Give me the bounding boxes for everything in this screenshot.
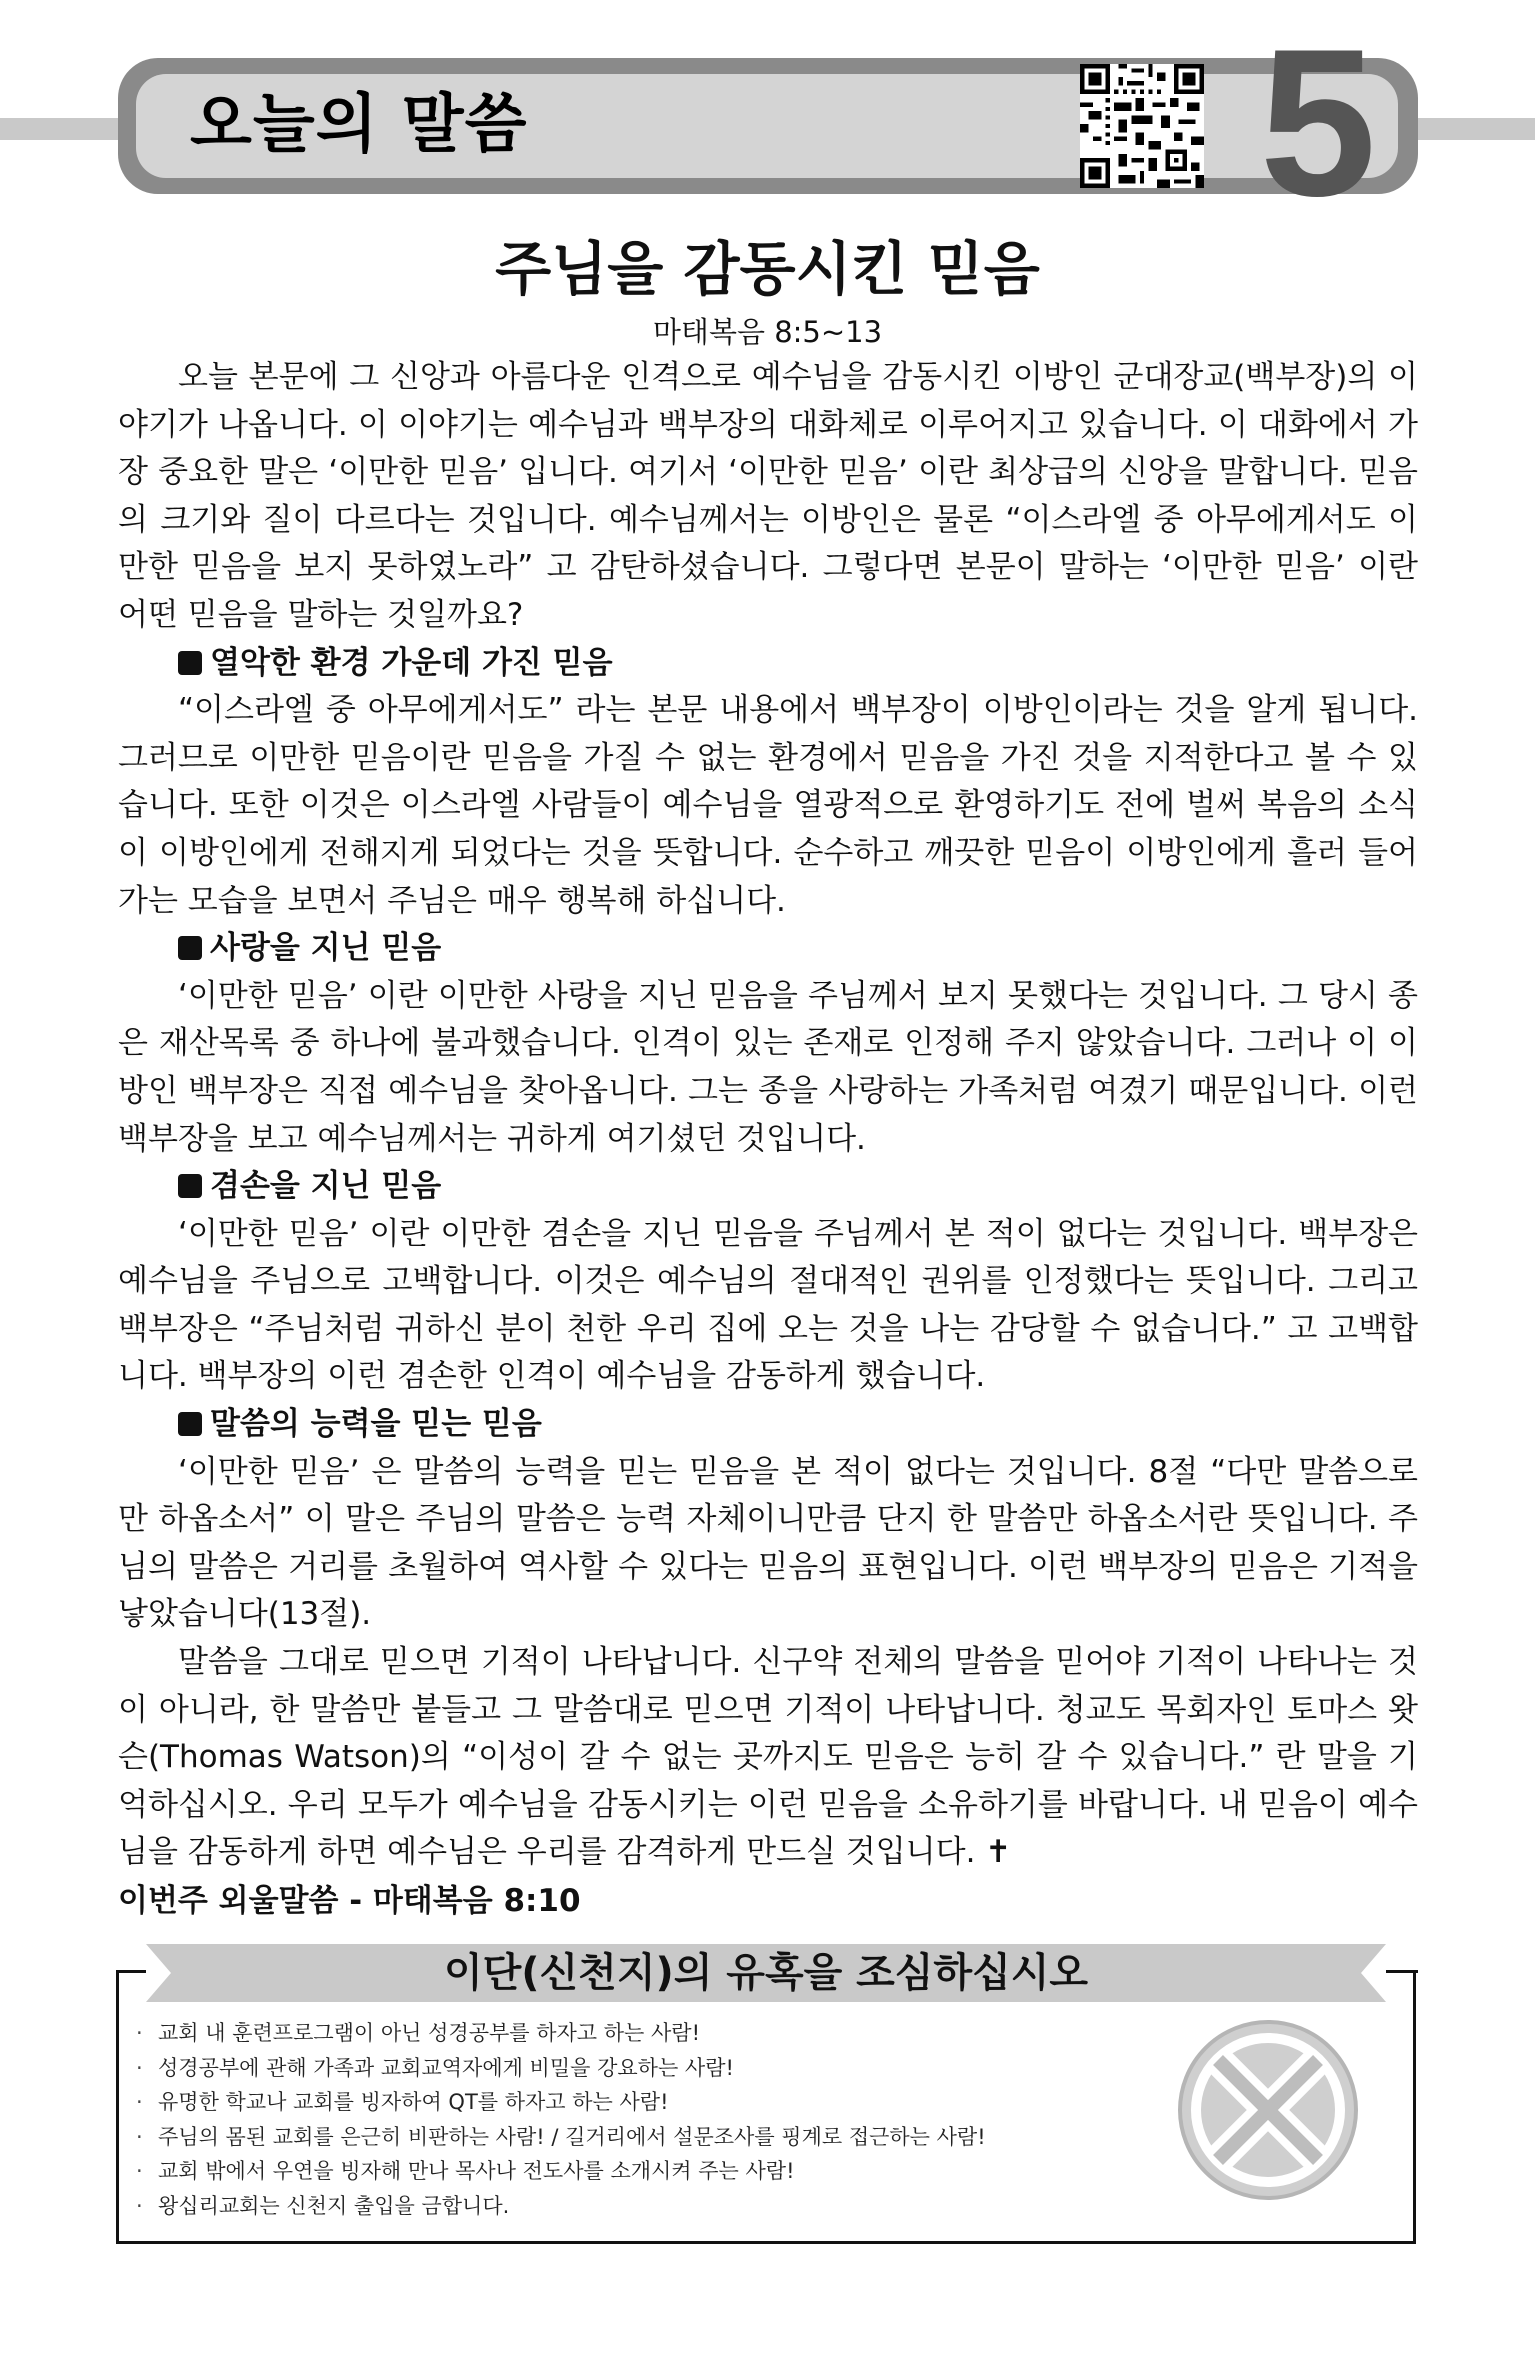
section-heading: 열악한 환경 가운데 가진 믿음: [118, 640, 1418, 688]
square-bullet-icon: [178, 651, 202, 675]
warning-list: [136, 2016, 1136, 2223]
warning-box-edge: [116, 1970, 146, 1973]
section-heading: 말씀의 능력을 믿는 믿음: [118, 1401, 1418, 1449]
warning-title: 이단(신천지)의 유혹을 조심하십시오: [443, 1950, 1088, 1996]
scripture-reference: 마태복음 8:5~13: [652, 315, 883, 349]
section-heading: 겸손을 지닌 믿음: [118, 1163, 1418, 1211]
section-heading: 사랑을 지닌 믿음: [118, 925, 1418, 973]
section-paragraph: ‘이만한 믿음’ 은 말씀의 능력을 믿는 믿음을 본 적이 없다는 것입니다. 8절 “다만 말씀으로만 하옵소서” 이 말은 주님의 말씀은 능력 자체이니만큼 단지 한 말씀만 하옵소서란 뜻입니다. 주님의 말씀은 거리를 초월하여 역사할 수 있다는 믿음의 표현입니다. 이런 백부장의 믿음은 기적을 낳았습니다(13절).: [118, 1453, 1418, 1633]
prohibited-x-icon: [1168, 2010, 1368, 2210]
list-item: · 주님의 몸된 교회를 은근히 비판하는 사람! / 길거리에서 설문조사를 핑계로 접근하는 사람!: [136, 2124, 986, 2149]
square-bullet-icon: [178, 1412, 202, 1436]
issue-number: 5: [1259, 5, 1377, 240]
list-item: · 왕십리교회는 신천지 출입을 금합니다.: [136, 2193, 510, 2218]
list-item: · 유명한 학교나 교회를 빙자하여 QT를 하자고 하는 사람!: [136, 2090, 669, 2114]
header-title: 오늘의 말씀: [190, 88, 528, 162]
intro-paragraph: 오늘 본문에 그 신앙과 아름다운 인격으로 예수님을 감동시킨 이방인 군대장교(백부장)의 이야기가 나옵니다. 이 이야기는 예수님과 백부장의 대화체로 이루어지고 있습니다. 이 대화에서 가장 중요한 말은 ‘이만한 믿음’ 입니다. 여기서 ‘이만한 믿음’ 이란 최상급의 신앙을 말합니다. 믿음의 크기와 질이 다르다는 것입니다. 예수님께서는 이방인은 물론 “이스라엘 중 아무에게서도 이만한 믿음을 보지 못하였노라” 고 감탄하셨습니다. 그렇다면 본문이 말하는 ‘이만한 믿음’ 이란 어떤 믿음을 말하는 것일까요?: [118, 359, 1418, 633]
memory-verse: 이번주 외울말씀 - 마태복음 8:10: [118, 1883, 581, 1919]
section-paragraph: ‘이만한 믿음’ 이란 이만한 겸손을 지닌 믿음을 주님께서 본 적이 없다는 것입니다. 백부장은 예수님을 주님으로 고백합니다. 이것은 예수님의 절대적인 권위를 인정했다는 뜻입니다. 그리고 백부장은 “주님처럼 귀하신 분이 천한 우리 집에 오는 것을 나는 감당할 수 없습니다.” 고 고백합니다. 백부장의 이런 겸손한 인격이 예수님을 감동하게 했습니다.: [118, 1215, 1418, 1395]
warning-box-edge: [1386, 1970, 1418, 1973]
section-paragraph: ‘이만한 믿음’ 이란 이만한 사랑을 지닌 믿음을 주님께서 보지 못했다는 것입니다. 그 당시 종은 재산목록 중 하나에 불과했습니다. 인격이 있는 존재로 인정해 주지 않았습니다. 그러나 이 이방인 백부장은 직접 예수님을 찾아옵니다. 그는 종을 사랑하는 가족처럼 여겼기 때문입니다. 이런 백부장을 보고 예수님께서는 귀하게 여기셨던 것입니다.: [118, 977, 1418, 1157]
square-bullet-icon: [178, 936, 202, 960]
section-paragraph: “이스라엘 중 아무에게서도” 라는 본문 내용에서 백부장이 이방인이라는 것을 알게 됩니다. 그러므로 이만한 믿음이란 믿음을 가질 수 없는 환경에서 믿음을 가진 것을 지적한다고 볼 수 있습니다. 또한 이것은 이스라엘 사람들이 예수님을 열광적으로 환영하기도 전에 벌써 복음의 소식이 이방인에게 전해지게 되었다는 것을 뜻합니다. 순수하고 깨끗한 믿음이 이방인에게 흘러 들어가는 모습을 보면서 주님은 매우 행복해 하십니다.: [118, 692, 1418, 919]
square-bullet-icon: [178, 1174, 202, 1198]
sermon-body: [118, 354, 1418, 1877]
warning-banner: [146, 1944, 1386, 2002]
conclusion-paragraph: 말씀을 그대로 믿으면 기적이 나타납니다. 신구약 전체의 말씀을 믿어야 기적이 나타나는 것이 아니라, 한 말씀만 붙들고 그 말씀대로 믿으면 기적이 나타납니다. 청교도 목회자인 토마스 왓슨(Thomas Watson)의 “이성이 갈 수 없는 곳까지도 믿음은 능히 갈 수 있습니다.” 란 말을 기억하십시오. 우리 모두가 예수님을 감동시키는 이런 믿음을 소유하기를 바랍니다. 내 믿음이 예수님을 감동하게 하면 예수님은 우리를 감격하게 만드실 것입니다. ✝: [118, 1644, 1418, 1871]
sermon-title: 주님을 감동시킨 믿음: [495, 235, 1040, 303]
list-item: · 교회 내 훈련프로그램이 아닌 성경공부를 하자고 하는 사람!: [136, 2021, 701, 2045]
qr-code-icon[interactable]: [1080, 64, 1204, 188]
list-item: · 성경공부에 관해 가족과 교회교역자에게 비밀을 강요하는 사람!: [136, 2055, 734, 2080]
list-item: · 교회 밖에서 우연을 빙자해 만나 목사나 전도사를 소개시켜 주는 사람!: [136, 2159, 795, 2183]
